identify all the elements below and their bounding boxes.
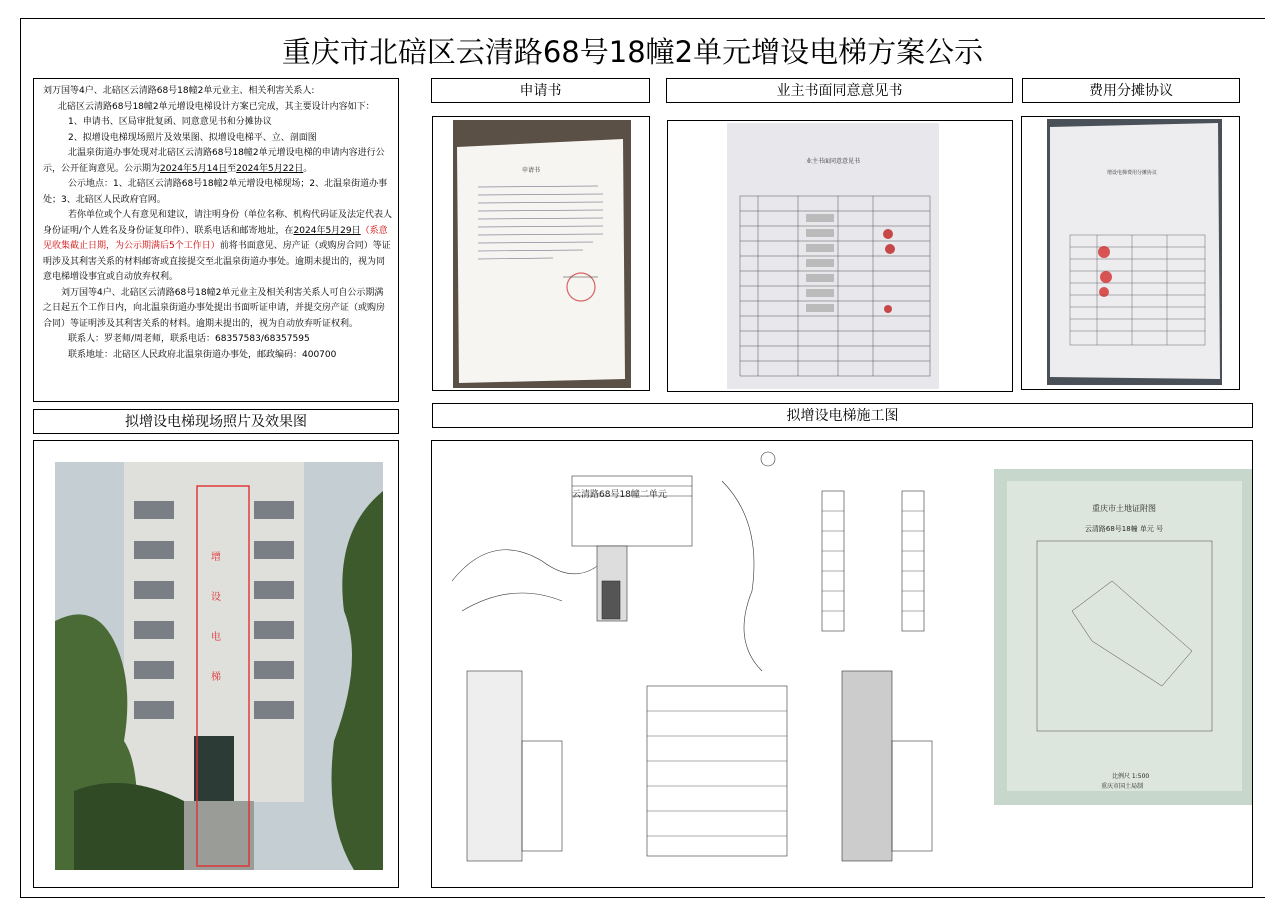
notice-para-publication: 北温泉街道办事处现对北碚区云清路68号18幢2单元增设电梯的申请内容进行公示，公开征询意见。公示期为2024年5月14日至2024年5月22日。: [43, 148, 385, 174]
building-photo: [34, 441, 398, 887]
land-cert-subtitle: 云清路68号18幢 单元 号: [1084, 525, 1164, 533]
land-cert-title: 重庆市土地证附图: [1092, 504, 1156, 513]
notice-item-1: 1、申请书、区局审批复函、同意意见书和分摊协议: [68, 117, 272, 127]
notice-para-location: 公示地点：1、北碚区云清路68号18幢2单元增设电梯现场；2、北温泉街道办事处；3、北碚区人民政府官网。: [43, 179, 388, 205]
notice-intro: 北碚区云清路68号18幢2单元增设电梯设计方案已完成，其主要设计内容如下：: [58, 101, 375, 112]
date-end: 2024年5月22日: [236, 163, 304, 174]
consent-image-box: [667, 120, 1013, 392]
cost-document-image: [1022, 117, 1239, 389]
date-start: 2024年5月14日: [160, 163, 228, 174]
cost-image-box: [1021, 116, 1240, 390]
deadline-date: 2024年5月29日: [293, 225, 361, 236]
land-cert-scale: 比例尺 1:500: [1112, 773, 1150, 780]
deadline-note: （系意见收集截止日期，为公示期满后5个工作日）: [43, 225, 388, 251]
notice-contact: 联系人：罗老师/周老师，联系电话：68357583/68357595: [68, 334, 310, 344]
notice-salutation: 刘万国等4户、北碚区云清路68号18幢2单元业主、相关利害关系人:: [43, 86, 315, 96]
drawing-site-label: 云清路68号18幢二单元: [572, 490, 667, 500]
header-cost: 费用分摊协议: [1022, 78, 1240, 103]
application-image-box: [432, 116, 650, 391]
notice-text: [34, 79, 398, 363]
notice-item-2: 2、拟增设电梯现场照片及效果图、拟增设电梯平、立、剖面图: [68, 132, 317, 143]
notice-box: [33, 78, 399, 402]
notice-address: 联系地址：北碚区人民政府北温泉街道办事处，邮政编码：400700: [68, 349, 337, 360]
page-title: 重庆市北碚区云清路68号18幢2单元增设电梯方案公示: [281, 35, 984, 69]
application-doc-title: 申请书: [521, 167, 541, 174]
header-application: 申请书: [431, 78, 650, 103]
notice-para-hearing: 刘万国等4户、北碚区云清路68号18幢2单元业主及相关利害关系人可自公示期满之日起五个工作日内，向北温泉街道办事处提出书面听证申请，并提交房产证（或购房合同）等证明涉及其利害关系的材料。逾期未提出的，视为自动放弃听证权利。: [43, 287, 386, 329]
consent-document-image: [668, 121, 1012, 391]
cost-doc-title: 增设电梯费用分摊协议: [1106, 170, 1158, 176]
application-document-image: [433, 117, 649, 390]
consent-doc-title: 业主书面同意意见书: [805, 158, 861, 165]
land-cert-footer: 重庆市国土局制: [1100, 783, 1144, 790]
photo-image-box: [33, 440, 399, 888]
drawings-image-box: [431, 440, 1253, 888]
header-drawings: 拟增设电梯施工图: [432, 403, 1253, 428]
construction-drawings: [432, 441, 1252, 887]
notice-para-feedback: 若你单位或个人有意见和建议，请注明身份（单位名称、机构代码证及法定代表人身份证明/个人姓名及身份证复印件）、联系电话和邮寄地址，在2024年5月29日（系意见收集截止日期，为公示期满后5个工作日）前将书面意见、房产证（或购房合同）等证明涉及其利害关系的材料邮寄或直接提交至北温泉街道办事处。逾期未提出的，视为同意电梯增设事宜或自动放弃权利。: [43, 210, 393, 282]
header-photos: 拟增设电梯现场照片及效果图: [33, 409, 399, 434]
photo-elevator-label: 增设电梯: [208, 551, 220, 711]
header-consent: 业主书面同意意见书: [666, 78, 1013, 103]
